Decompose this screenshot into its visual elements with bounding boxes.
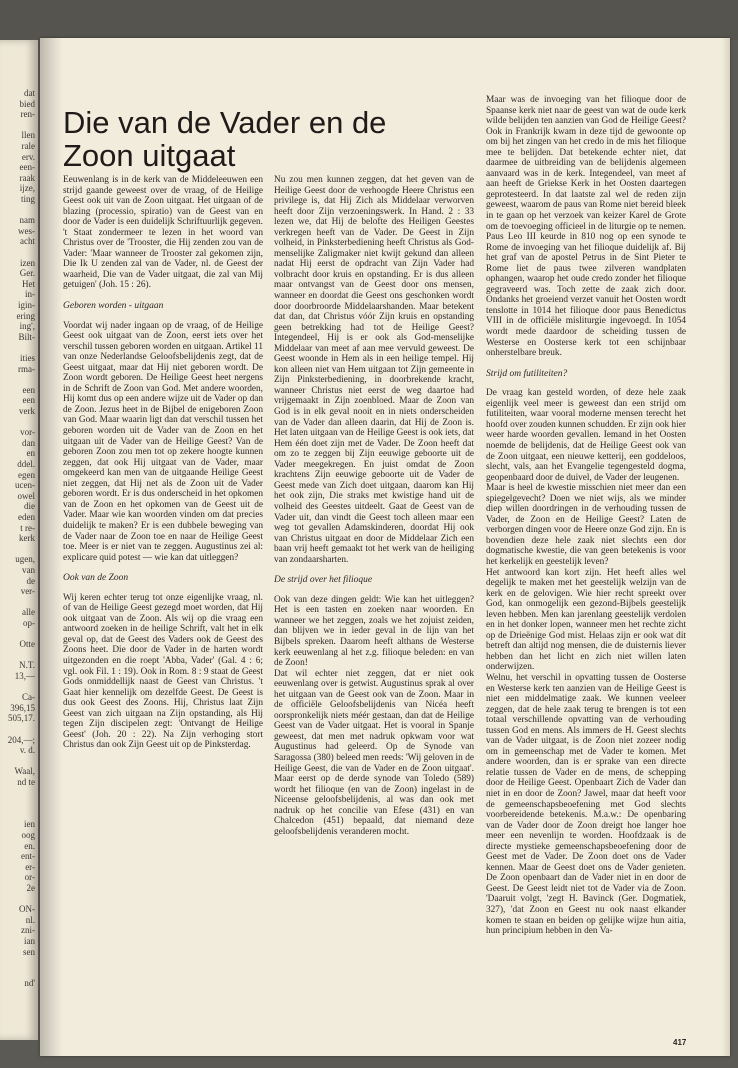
- left-margin-fragment: ting: [20, 194, 35, 204]
- section-heading-filioque: De strijd over het filioque: [274, 575, 373, 586]
- column-3: [486, 95, 686, 937]
- left-margin-fragment: ien: [24, 819, 35, 830]
- filioque-paragraph-2: Dat wil echter niet zeggen, dat er niet ook eeuwenlang over is getwist. Augustinus sprak al over het uitgaan van de Geest ook van de Zoon. Maar in de officiële Geloofsbelijdenis van Nicéa heeft oorspronkelijk niets méér gestaan, dan dat de Heilige Geest van de Vader uitgaat. Het is vooral in Spanje geweest, dat men met nadruk opkwam voor wat Augustinus had geleerd. Op de Synode van Saragossa (380) beleed men reeds: 'Wij geloven in de Heilige Geest, die van de Vader en de Zoon uitgaat'. Maar eerst op de derde synode van Toledo (589) wordt het filioque (en van de Zoon) ingelast in de Niceense geloofsbelijdenis, al was dan ook met nadruk op het concilie van Efese (431) en van Chalcedon (451) bepaald, dat niemand deze geloofsbelijdenis veranderen mocht.: [274, 668, 474, 837]
- left-margin-fragment: v. d.: [19, 745, 35, 756]
- left-margin-fragment: 204,—;: [7, 734, 35, 745]
- left-margin-fragment: N.T.: [19, 660, 35, 671]
- left-margin-fragment: nam: [19, 215, 35, 226]
- left-margin-fragment: rma-: [18, 363, 35, 374]
- left-margin-fragment: 505,17.: [8, 713, 35, 724]
- section-heading-geboren: Geboren worden - uitgaan: [63, 301, 164, 312]
- left-margin-fragment: sen: [23, 946, 35, 957]
- left-margin-fragment: verk: [19, 406, 35, 416]
- left-margin-fragment: Otte: [19, 639, 35, 650]
- column-2: [274, 175, 474, 837]
- left-margin-fragment: egen: [18, 469, 35, 480]
- futiliteiten-paragraph-3: Het antwoord kan kort zijn. Het heeft alles wel degelijk te maken met het geestelijk welzijn van de kerk en de gelovigen. Wie hier recht spreekt over God, kan onmogelijk een gezond-Bijbels geestelijk leven hebben. Men kan jarenlang geestelijk verdolen en in het donker lopen, wanneer men het rechte zicht op de Drieënige God mist. Helaas zijn er ook wat dit betreft dan altijd nog mensen, die de duisternis liever hebben dan het licht en zich niet willen laten onderwijzen.: [486, 567, 686, 673]
- left-margin-fragment: or-: [24, 872, 35, 883]
- filioque-paragraph-3: Maar was de invoeging van het filioque door de Spaanse kerk niet naar de geest van wat de oude kerk wilde belijden ten aanzien van God de Heilige Geest? Ook in Frankrijk kwam in deze tijd de gewoonte op om bij het zingen van het credo in de mis het filioque mee te belijden. Dat betekende echter niet, dat daarmee de uitbreiding van de belijdenis algemeen aanvaard was in de kerk. Integendeel, van meet af aan heeft de Griekse Kerk in het Oosten daartegen geprotesteerd. In dat laatste zal wel de reden zijn geweest, waarom de paus van Rome niet bereid bleek in te gaan op het verzoek van keizer Karel de Grote om de toevoeging officieel in de liturgie op te nemen. Paus Leo III keurde in 810 nog op een synode te Rome de invoeging van het filioque duidelijk af. Bij het graf van de apostel Petrus in de Sint Pieter te Rome liet de paus twee zilveren wandplaten ophangen, waarop het oude credo zonder het filioque gegraveerd was. Toch zette de zaak zich door. Ondanks het groeiend verzet vanuit het Oosten wordt tenslotte in 1014 het filioque door paus Benedictus VIII in de officiële misliturgie ingevoegd. In 1054 wordt mede daardoor de scheiding tussen de Westerse en Oosterse kerk tot een schijnbaar onherstelbare breuk.: [486, 95, 686, 359]
- left-margin-fragment: erv.: [21, 151, 35, 162]
- left-margin-fragment: ren-: [20, 109, 35, 120]
- left-margin-fragment: Waal,: [14, 766, 35, 777]
- page-number: 417: [673, 1038, 687, 1047]
- gutter-shadow: [40, 38, 62, 1056]
- left-margin-fragment: ering: [16, 310, 35, 321]
- section-heading-futiliteiten: Strijd om futiliteiten?: [486, 368, 568, 379]
- intro-paragraph: Eeuwenlang is in de kerk van de Middeleeuwen een strijd gaande geweest over de vraag, of de Heilige Geest ook uit van de Zoon uitgaat. Het uitgaan of de blazing (processio, spiratio) van de Geest van en door de Vader is een duidelijk Schriftuurlijk gegeven. 't Staat zondermeer te lezen in het woord van Christus over de 'Trooster, die Hij zenden zou van de Vader: 'Maar wanneer de Trooster zal gekomen zijn, Die Ik U zenden zal van de Vader, nl. de Geest der waarheid, Die van de Vader uitgaat, die zal van Mij getuigen' (Joh. 15 : 26).: [63, 175, 263, 291]
- left-margin-fragment: ijze,: [19, 183, 35, 194]
- left-margin-fragment: ing',: [19, 321, 35, 332]
- left-margin-fragment: bied: [19, 98, 35, 109]
- left-margin-fragment: zni-: [21, 925, 35, 936]
- left-margin-fragment: een: [22, 395, 35, 406]
- left-margin-fragment: die: [24, 501, 35, 512]
- left-margin-fragment: Ger.: [19, 268, 35, 279]
- left-margin-fragment: op-: [23, 618, 35, 628]
- column-1: [63, 175, 263, 751]
- left-margin-fragment: eden: [18, 512, 35, 522]
- left-margin-fragment: vor-: [20, 427, 35, 438]
- left-margin-fragment: izen: [20, 257, 35, 268]
- left-margin-fragment: kerk: [19, 533, 35, 544]
- left-margin-fragment: wes-: [18, 225, 35, 236]
- left-margin-fragment: de: [26, 575, 35, 586]
- section-heading-zoon: Ook van de Zoon: [63, 573, 129, 584]
- left-margin-fragment: ON-: [19, 904, 35, 915]
- left-margin-fragment: in-: [25, 289, 35, 300]
- left-margin-fragment: igin-: [18, 300, 35, 310]
- left-margin-fragment: llen: [21, 130, 35, 141]
- left-margin-fragment: ver-: [20, 586, 35, 597]
- left-margin-fragment: alle: [22, 607, 35, 618]
- left-margin-fragment: Ca-: [22, 692, 35, 703]
- article-title: Die van de Vader en de Zoon uitgaat: [63, 105, 387, 173]
- futiliteiten-paragraph-1: De vraag kan gesteld worden, of deze hele zaak eigenlijk veel meer is geweest dan een strijd om futiliteiten, waar vooral moderne mensen terecht het hoofd over zouden kunnen schudden. Er zijn ook hier weer harde woorden gevallen. Iemand in het Oosten noemde de belijdenis, dat de Heilige Geest ook van de Zoon uitgaat, een nieuwe ketterij, een goddeloos, slecht, vals, aan het Evangelie tegengesteld dogma, geopenbaard door de duivel, de Vader der leugenen.: [486, 388, 686, 483]
- background-top: [0, 0, 738, 40]
- left-margin-fragment: 2e: [26, 883, 35, 893]
- page-edge: [722, 38, 730, 1056]
- left-margin-fragment: dat: [24, 88, 35, 98]
- left-margin-fragment: ucen-: [15, 480, 35, 491]
- left-margin-fragment: Het: [22, 278, 35, 289]
- left-margin-fragment: en: [26, 448, 35, 459]
- left-margin-fragment: acht: [20, 236, 35, 247]
- left-margin-fragment: ities: [20, 353, 35, 363]
- left-margin-fragment: rale: [21, 141, 35, 151]
- left-margin-fragment: t re-: [20, 522, 35, 533]
- left-margin-fragment: ugen,: [15, 554, 35, 565]
- left-page-strip: [0, 40, 38, 1040]
- left-margin-fragment: nl.: [25, 914, 35, 925]
- left-margin-fragment: nd te: [17, 777, 35, 787]
- left-margin-fragment: owel: [17, 490, 35, 501]
- magazine-page: [40, 38, 730, 1056]
- filioque-paragraph-1: Ook van deze dingen geldt: Wie kan het uitleggen? Het is een tasten en zoeken naar woorden. En wanneer we het zeggen, zoals we het zojuist zeiden, dan blijven we in ieder geval in de lijn van het Bijbels spreken. Daarom heeft althans de Westerse kerk eeuwenlang al het z.g. filioque beleden: en van de Zoon!: [274, 594, 474, 669]
- geboren-paragraph: Voordat wij nader ingaan op de vraag, of de Heilige Geest ook uitgaat van de Zoon, eerst iets over het verschil tussen geboren worden en uitgaan. Artikel 11 van onze Nederlandse Geloofsbelijdenis zegt, dat de Geest uitgaat, maar dat Hij niet geboren wordt. De Zoon wordt geboren. De Heilige Geest heet nergens in de Schrift de Zoon van God. Met andere woorden, Hij komt dus op een andere wijze uit de Vader op dan de Zoon. Jezus heet in de Bijbel de enigeboren Zoon van God. Maar waarin ligt dan dat verschil tussen het geboren worden uit de Vader van de Zoon en het uitgaan uit de Vader van de Heilige Geest? Van de geboren Zoon zou men tot op zekere hoogte kunnen zeggen, dat ook Hij uitgaat van de Vader, maar omgekeerd kan men van de uitgaande Heilige Geest niet zeggen, dat Hij net als de Zoon uit de Vader geboren wordt. Er is dus onderscheid in het opkomen van de Zoon en het opkomen van de Geest uit de Vader. Maar wie kan woorden vinden om dat precies duidelijk te maken? Er is een dubbele beweging van de Vader naar de Zoon toe en naar de Heilige Geest toe. Meer is er niet van te zeggen. Augustinus zei al: explicare quid potest — wie kan dat uitleggen?: [63, 320, 264, 563]
- left-margin-fragment: 396,15: [10, 702, 35, 713]
- left-margin-fragment: raak: [19, 172, 35, 183]
- left-margin-fragment: oog: [21, 830, 35, 840]
- left-margin-fragment: een: [22, 384, 35, 395]
- left-margin-fragment: Bilt-: [18, 331, 35, 342]
- left-margin-fragment: nd': [24, 978, 35, 989]
- futiliteiten-paragraph-2: Maar is heel de kwestie misschien niet meer dan een spiegelgevecht? Doen we niet wijs, als we minder diep willen doordringen in de verhouding tussen de Vader, de Zoon en de Heilige Geest? Laten de verborgen dingen voor de Heere onze God zijn. En is bovendien deze hele zaak niet slechts een dor dogmatische kwestie, die van geen betekenis is voor het kerkelijk en geestelijk leven?: [486, 483, 686, 567]
- futiliteiten-paragraph-4: Welnu, het verschil in opvatting tussen de Oosterse en Westerse kerk ten aanzien van de Heilige Geest is niet een middelmatige zaak. We kunnen veeleer zeggen, dat de hele zaak terug te brengen is tot een totaal verschillende opvatting van de verhouding tussen God en mens. Als immers de H. Geest slechts van de Vader uitgaat, is de Zoon niet zozeer nodig om in gemeenschap met de Vader te komen. Met andere woorden, dan is er sprake van een directe relatie tussen de Vader en de mens, de schepping door de Heilige Geest. Openbaart Zich de Vader dan niet in en door de Zoon? Jawel, maar dat heeft voor de gemeenschapsbeoefening met God slechts voorbereidende betekenis. M.a.w.: De openbaring van de Vader door de Zoon dreigt hoe langer hoe meer een nevenlijn te worden. Hoofdzaak is de directe mystieke gemeenschapsbeoefening door de Geest met de Vader. De Zoon doet ons de Vader kennen. Maar de Geest doet ons de Vader genieten. De Zoon openbaart dan de Vader niet in en door de Geest. De Geest leidt niet tot de Vader via de Zoon. 'Daaruit volgt, 'zegt H. Bavinck (Ger. Dogmatiek, 327), 'dat Zoon en Geest nu ook naast elkander komen te staan en beiden op gelijke wijze hun aitia, hun principium hebben in den Va-: [486, 672, 686, 937]
- left-margin-fragment: ian: [24, 936, 35, 946]
- left-margin-fragment: ent-: [21, 851, 35, 862]
- left-margin-fragment: er-: [25, 861, 35, 872]
- left-margin-fragment: ddel.: [17, 459, 35, 469]
- left-margin-fragment: van: [22, 565, 35, 575]
- left-margin-fragment: en.: [24, 840, 35, 851]
- left-margin-fragment: 13,—: [14, 671, 35, 681]
- left-margin-fragment: een-: [19, 162, 35, 173]
- left-margin-fragment: dan: [22, 437, 35, 448]
- zoon-paragraph-1: Wij keren echter terug tot onze eigenlijke vraag, nl. of van de Heilige Geest gezegd moet worden, dat Hij ook uitgaat van de Zoon. Als wij op die vraag een antwoord zoeken in de heilige Schrift, valt het in elk geval op, dat de Geest des Vaders ook de Geest des Zoons heet. Die door de Vader in de harten wordt uitgezonden en die roept 'Abba, Vader' (Gal. 4 : 6; vgl. ook Fil. 1 : 19). Ook in Rom. 8 : 9 staat de Geest Gods onmiddellijk naast de Geest van Christus. 't Gaat hier kennelijk om dezelfde Geest. De Geest is dus ook Geest des Zoons. Hij, Christus laat Zijn Geest van zich uitgaan na Zijn opstanding, als Hij tegen Zijn discipelen zegt: 'Ontvangt de Heilige Geest' (Joh. 20 : 22). Na Zijn verhoging stort Christus dan ook Zijn Geest uit op de Pinksterdag.: [63, 592, 263, 751]
- zoon-paragraph-2: Nu zou men kunnen zeggen, dat het geven van de Heilige Geest door de verhoogde Heere Christus een privilege is, dat Hij Zich als Middelaar verworven heeft door Zijn verzoeningswerk. In Hand. 2 : 33 lezen we, dat Hij de belofte des Heiligen Geestes verkregen heeft van de Vader. De Geest in Zijn volheid, in Pinksterbediening heeft Christus als God-menselijke Zaligmaker niet kwijt gekund dan alleen nadat Hij eerst de opdracht van Zijn Vader had volbracht door kruis en opstanding. Er is dus alleen maar ontvangst van de Geest door ons mensen, wanneer en doordat die Geest ons geschonken wordt door doorbroorde Middelaarshanden. Maar betekent dat dan, dat Christus vóór Zijn kruis en opstanding geen betrekking had tot de Heilige Geest? Integendeel, Hij is er ook als God-menselijke Middelaar van meet af aan mee vervuld geweest. De Geest woonde in Hem als in een heilige tempel. Hij kon alleen niet van Hem uitgaan tot Zijn gemeente in Zijn Pinksterbediening, in doorbrekende kracht, wanneer Christus niet eerst de weg daartoe had vrijgemaakt in Zijn zoenbloed. Maar de Zoon van God is in elk geval nooit en in niets onderscheiden van de Vader dan alleen daarin, dat Hij de Zoon is. Het laten uitgaan van de Heilige Geest is ook iets, dat Hem één doet zijn met de Vader. De Zoon heeft dat om zo te zeggen bij Zijn eeuwige geboorte uit de Vader meegekregen. En juist omdat de Zoon krachtens Zijn eeuwige geboorte uit de Vader de Geest mede van Zich doet uitgaan, daarom kan Hij het ook zijn, Die straks met kwistige hand uit de volheid des Geestes uitdeelt. Gaat de Geest van de Vader uit, dan vindt die Geest toch alleen maar een weg tot gevallen Adamskinderen, doordat Hij ook van Christus uitgaat en door de Middelaar Zich een baan vrij heeft gemaakt tot het werk van de heiliging van zondaarsharten.: [274, 175, 474, 565]
